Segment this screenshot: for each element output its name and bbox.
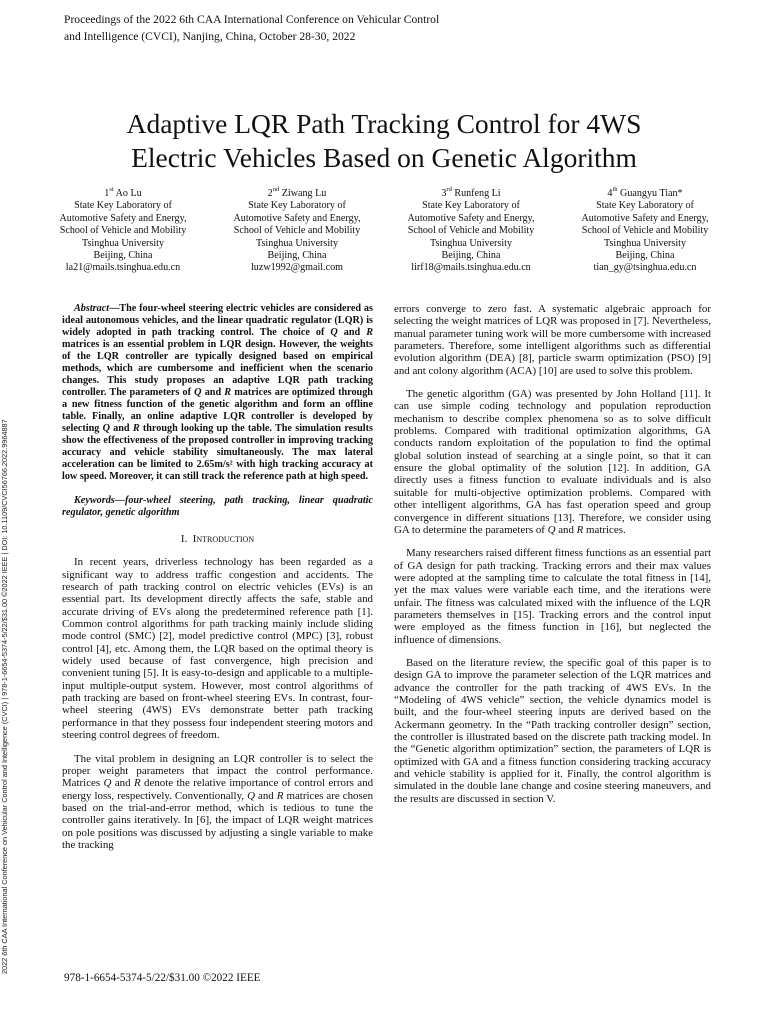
affiliation-line: Automotive Safety and Energy, bbox=[407, 212, 535, 224]
right-column bbox=[394, 303, 711, 805]
right-paragraph-3: Many researchers raised different fitness functions as an essential part of GA design for path tracking. Tracking errors and their max values were adopted at the sampling time to calculate the total fitness in [14], yet the max values were variable each time, and the iterations were unfair. The fitness was calculated mixed with the influence of the LQR parameters themselves in [15]. Tracking errors and the control input were employed as the fitness function in [16], but neglected the influence of dimensions. bbox=[394, 547, 711, 646]
left-column bbox=[62, 303, 373, 851]
author-name: Guangyu Tian* bbox=[620, 188, 683, 199]
author-name: Runfeng Li bbox=[454, 188, 501, 199]
right-paragraph-1: errors converge to zero fast. A systematic algebraic approach for selecting the weight matrices of LQR was proposed in [7]. Nevertheless, manual parameter tuning work will be more cumbersome with increased parameters. Therefore, some intelligent algorithms such as differential evolution algorithm (DEA) [8], particle swarm optimization (PSO) [9] and ant colony algorithm (ACA) [10] are used to solve this problem. bbox=[394, 303, 711, 377]
author-email: la21@mails.tsinghua.edu.cn bbox=[65, 262, 181, 274]
affiliation-line: State Key Laboratory of bbox=[248, 200, 346, 212]
affiliation-line: Automotive Safety and Energy, bbox=[581, 212, 709, 224]
affiliation-line: State Key Laboratory of bbox=[74, 200, 172, 212]
affiliation-line: Automotive Safety and Energy, bbox=[59, 212, 187, 224]
affiliation-line: School of Vehicle and Mobility bbox=[59, 225, 187, 237]
author-location: Beijing, China bbox=[615, 250, 675, 262]
affiliation-line: School of Vehicle and Mobility bbox=[233, 225, 361, 237]
author-email: tian_gy@tsinghua.edu.cn bbox=[593, 262, 697, 274]
author-name-line: 1st Ao Lu bbox=[104, 186, 142, 199]
author-name: Ziwang Lu bbox=[281, 188, 327, 199]
author-name-line: 2nd Ziwang Lu bbox=[267, 186, 327, 199]
author-email: lirf18@mails.tsinghua.edu.cn bbox=[411, 262, 531, 274]
affiliation-line: Tsinghua University bbox=[604, 237, 686, 249]
affiliation-line: Tsinghua University bbox=[256, 237, 338, 249]
affiliation-line: State Key Laboratory of bbox=[422, 200, 520, 212]
author-3 bbox=[384, 188, 558, 275]
proceedings-line-1: Proceedings of the 2022 6th CAA International Conference on Vehicular Control bbox=[64, 13, 440, 26]
keywords-label: Keywords bbox=[74, 495, 115, 506]
title-line-2: Electric Vehicles Based on Genetic Algorithm bbox=[131, 142, 637, 173]
intro-paragraph-1: In recent years, driverless technology has been regarded as a significant way to address traffic congestion and accidents. The research of path tracking control on electric vehicles (EVs) is an essential part. Its development directly affects the safe, stable and accurate driving of EVs along the predetermined reference path [1]. Common control algorithms for path tracking mainly include sliding mode control (SMC) [2], model predictive control (MPC) [3], robust control [4], etc. Among them, the LQR based on the optimal theory is widely used because of fast convergence, high precision and convenient tuning [5]. It is easy-to-design and applicable to a multiple-input multiple-output system. However, most control algorithms of path tracking are based on front-wheel steering EVs. In contrast, four-wheel steering (4WS) EVs demonstrate better path tracking performance in that they possess four independent steering motors and steering control degrees of freedom. bbox=[62, 556, 373, 742]
proceedings-header bbox=[64, 11, 484, 45]
author-location: Beijing, China bbox=[267, 250, 327, 262]
intro-paragraph-2: The vital problem in designing an LQR controller is to select the proper weight parameters that impact the control performance. Matrices Q and R denote the relative importance of control errors and energy loss, respectively. Conventionally, Q and R matrices are chosen based on the trial-and-error method, which is tedious to tune the controller gains iteratively. In [6], the impact of LQR weight matrices on pole positions was discussed by adjusting a single variable to make the tracking bbox=[62, 752, 374, 851]
abstract-label: Abstract bbox=[74, 303, 110, 314]
author-location: Beijing, China bbox=[441, 250, 501, 262]
author-name-line: 3rd Runfeng Li bbox=[441, 186, 501, 199]
sidebar-citation: 2022 6th CAA International Conference on Vehicular Control and Intelligence (CVCI) | 978-1-6654-5374-5/22/$31.00 ©2022 IEEE | DOI: 10.1109/CVCI56766.2022.9964887 bbox=[0, 419, 9, 974]
author-1 bbox=[36, 188, 210, 275]
section-heading: I. Introduction bbox=[180, 533, 255, 545]
right-paragraph-4: Based on the literature review, the specific goal of this paper is to design GA to improve the parameter selection of the LQR matrices and advance the controller for the path tracking of 4WS EVs. In the “Modeling of 4WS vehicle” section, the vehicle dynamics model is built, and the four-wheel steering inputs are derived based on the Ackermann geometry. In the “Path tracking controller design” section, the controller is illustrated based on the discrete path tracking model. In the “Genetic algorithm optimization” section, the parameters of LQR is optimized with GA and a fitness function considering tracking accuracy and vehicle stability is applied for it. Finally, the control algorithm is simulated in the double lane change and cosine steering maneuvers, and the results are discussed in section V. bbox=[394, 656, 711, 805]
author-block bbox=[36, 188, 732, 275]
author-email: luzw1992@gmail.com bbox=[251, 262, 343, 274]
author-location: Beijing, China bbox=[93, 250, 153, 262]
title-line-1: Adaptive LQR Path Tracking Control for 4WS bbox=[126, 108, 642, 139]
affiliation-line: School of Vehicle and Mobility bbox=[407, 225, 535, 237]
author-name-line: 4th Guangyu Tian* bbox=[607, 186, 683, 199]
abstract: Abstract—The four-wheel steering electric vehicles are considered as ideal autonomous vehicles, and the linear quadratic regulator (LQR) is widely adopted in path tracking control. The choice of Q and R matrices is an essential problem in LQR design. However, the weights of the LQR controller are typically designed based on empirical methods, which are cumbersome and inefficient when the scenario changes. This study proposes an adaptive LQR path tracking controller. The parameters of Q and R matrices are optimized through a new fitness function of the genetic algorithm and form an offline table. Finally, an online adaptive LQR controller is developed by selecting Q and R through looking up the table. The simulation results show the effectiveness of the proposed controller in improving tracking accuracy and vehicle stability simultaneously. The max lateral acceleration can be limited to 2.65m/s² with high tracking accuracy at low speed. Moreover, it can still track the reference path at high speed. bbox=[62, 303, 374, 482]
affiliation-line: State Key Laboratory of bbox=[596, 200, 694, 212]
affiliation-line: School of Vehicle and Mobility bbox=[581, 225, 709, 237]
keywords: Keywords—four-wheel steering, path tracking, linear quadratic regulator, genetic algorithm bbox=[62, 495, 373, 518]
author-2 bbox=[210, 188, 384, 275]
affiliation-line: Tsinghua University bbox=[82, 237, 164, 249]
paper-title bbox=[40, 107, 728, 175]
affiliation-line: Tsinghua University bbox=[430, 237, 512, 249]
proceedings-line-2: and Intelligence (CVCI), Nanjing, China, October 28-30, 2022 bbox=[64, 30, 356, 43]
copyright-footer: 978-1-6654-5374-5/22/$31.00 ©2022 IEEE bbox=[64, 972, 261, 984]
affiliation-line: Automotive Safety and Energy, bbox=[233, 212, 361, 224]
author-name: Ao Lu bbox=[115, 188, 142, 199]
right-paragraph-2: The genetic algorithm (GA) was presented by John Holland [11]. It can use simple coding technology and population reproduction mechanism to describe complex phenomena so as to solve difficult problems. Compared with traditional optimization algorithms, GA conducts random exploitation of the population to find the optimal global solution instead of searching at a single point, so that it can ensure the global optimality of the solution [12]. In addition, GA directly uses a fitness function to evaluate individuals and is also suitable for multi-objective optimization problems. Compared with other intelligent algorithms, GA has fast operation speed and group convergence in different situations [13]. Therefore, we consider using GA to determine the parameters of Q and R matrices. bbox=[394, 388, 711, 536]
author-4 bbox=[558, 188, 732, 275]
